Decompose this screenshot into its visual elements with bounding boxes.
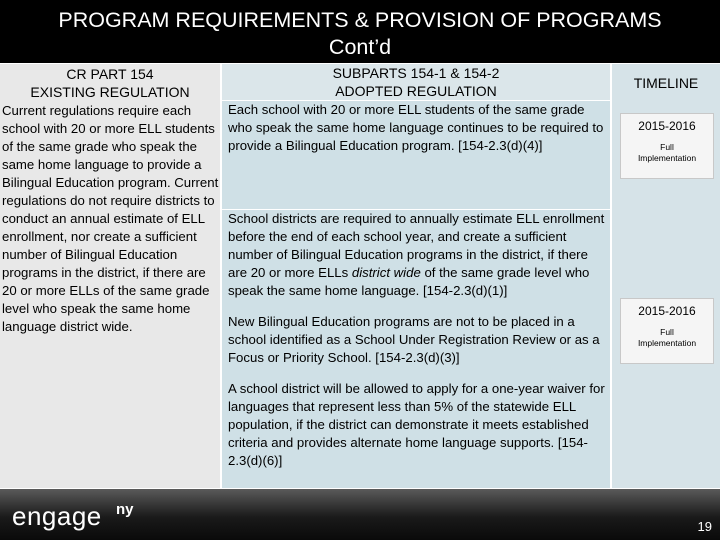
timeline-entry-1 xyxy=(620,113,714,179)
adopted-regulation-row-2 xyxy=(222,210,610,488)
adopted-regulation-header xyxy=(222,64,610,100)
existing-regulation-header-line2: EXISTING REGULATION xyxy=(30,84,190,100)
timeline-entry-1-year: 2015-2016 xyxy=(638,119,696,133)
adopted-regulation-header-line1: SUBPARTS 154-1 & 154-2 xyxy=(332,65,500,81)
timeline-entry-1-label-line1: Full xyxy=(660,142,674,152)
engageny-logo xyxy=(12,501,134,532)
timeline-header: TIMELINE xyxy=(633,75,699,91)
adopted-regulation-para-3: New Bilingual Education programs are not to be placed in a school identified as a School Under Registration Review or as a Focus or Priority School. [154-2.3(d)(3)] xyxy=(228,314,600,365)
adopted-regulation-header-line2: ADOPTED REGULATION xyxy=(335,83,497,99)
timeline-entry-2-label-line2: Implementation xyxy=(637,338,697,348)
slide-title xyxy=(0,0,720,63)
timeline-column xyxy=(612,64,720,488)
slide-title-line1: PROGRAM REQUIREMENTS & PROVISION OF PROGRAMS xyxy=(58,8,662,32)
page-number: 19 xyxy=(697,519,712,534)
existing-regulation-header xyxy=(0,64,220,101)
adopted-regulation-para-2 xyxy=(228,210,606,300)
timeline-entry-1-label xyxy=(621,142,713,164)
adopted-regulation-para-4: A school district will be allowed to apply for a one-year waiver for languages that represent less than 5% of the statewide ELL population, if the district can demonstrate it meets established criteria and provides alternate home language supports. [154-2.3(d)(6)] xyxy=(228,381,605,468)
timeline-entry-1-label-line2: Implementation xyxy=(637,153,697,163)
slide-footer xyxy=(0,489,720,540)
logo-superscript: ny xyxy=(116,501,134,518)
existing-regulation-header-line1: CR PART 154 xyxy=(66,66,154,82)
slide-title-line2: Cont’d xyxy=(328,35,392,59)
adopted-regulation-row-1 xyxy=(222,101,610,209)
existing-regulation-column xyxy=(0,64,220,488)
timeline-entry-2-label xyxy=(621,327,713,349)
para-2-italic-text: district wide xyxy=(351,265,421,280)
timeline-entry-2 xyxy=(620,298,714,364)
adopted-regulation-para-1: Each school with 20 or more ELL students of the same grade who speak the same home language continues to be required to provide a Bilingual Education program. [154-2.3(d)(4)] xyxy=(228,102,604,153)
logo-main-text: engage xyxy=(12,501,102,531)
timeline-entry-2-label-line1: Full xyxy=(660,327,674,337)
para-2-text-end: of the same grade level who speak the same home language. [154-2.3(d)(1)] xyxy=(228,265,590,298)
timeline-entry-2-year: 2015-2016 xyxy=(638,304,696,318)
para-2-text-start: School districts are required to annually estimate ELL enrollment before the end of each school year, and create a sufficient number of Bilingual Education programs in the district, if there are 20 or more ELLs xyxy=(228,211,605,280)
existing-regulation-text: Current regulations require each school with 20 or more ELL students of the same grade who speak the same home language to provide a Bilingual Education program. Current regulations do not require districts to conduct an annual estimate of ELL enrollment, nor create a sufficient number of Bilingual Education programs in the district, if there are 20 or more ELLs of the same grade level who speak the same home language district wide. xyxy=(2,103,219,334)
